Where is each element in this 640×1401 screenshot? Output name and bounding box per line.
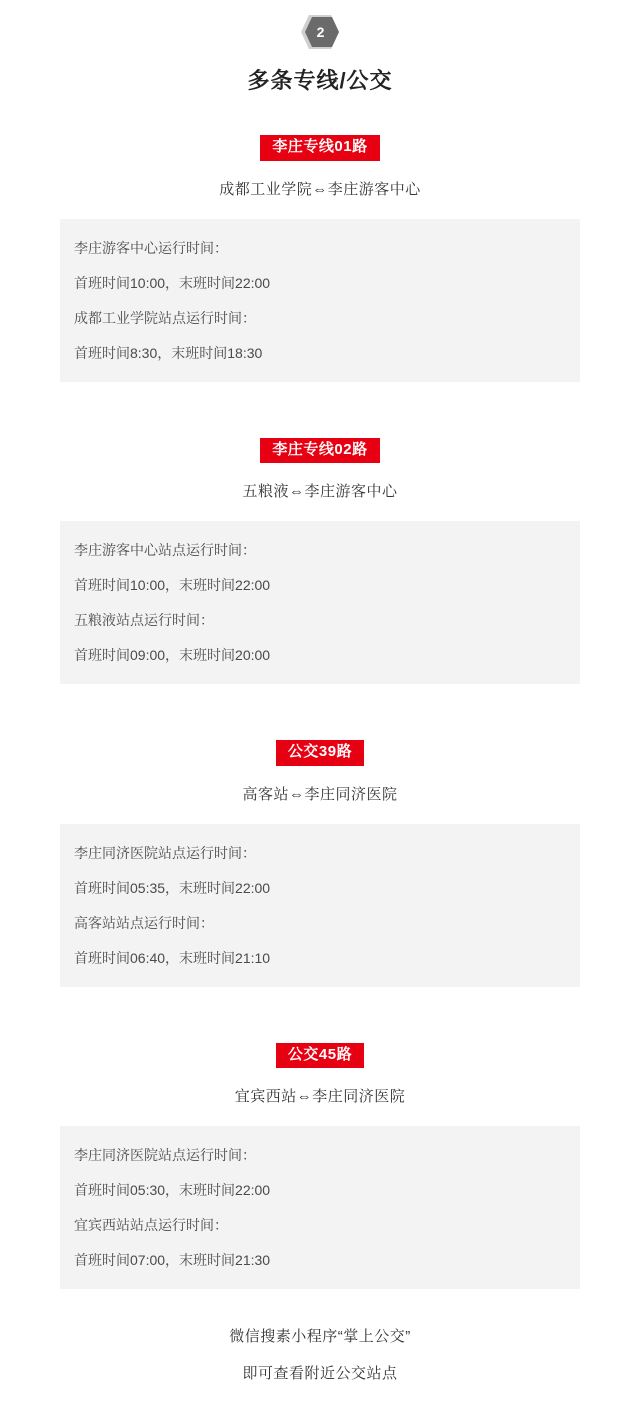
route-tag-1: 李庄专线01路 xyxy=(260,135,379,161)
route-info-line: 首班时间10:00，末班时间22:00 xyxy=(74,274,271,291)
route-tag-wrap-2 xyxy=(0,438,640,464)
route-endpoints-3: 高客站⇔李庄同济医院 xyxy=(242,785,398,803)
route-info-line: 首班时间09:00，末班时间20:00 xyxy=(74,647,271,663)
route-info-box-1 xyxy=(60,219,580,382)
route-info-line: 宜宾西站站点运行时间： xyxy=(74,1217,228,1233)
route-info-line: 李庄同济医院站点运行时间： xyxy=(74,1147,256,1163)
route-tag-4: 公交45路 xyxy=(276,1043,364,1069)
route-info-line: 高客站站点运行时间： xyxy=(74,914,214,931)
route-tag-wrap-4 xyxy=(0,1043,640,1069)
footer-line-1: 微信搜素小程序“掌上公交” xyxy=(229,1328,411,1345)
hexagon-badge-icon xyxy=(300,14,340,50)
route-info-line: 首班时间07:00，末班时间21:30 xyxy=(74,1252,271,1268)
route-info-box-3 xyxy=(60,824,580,987)
route-info-line: 成都工业学院站点运行时间： xyxy=(74,309,256,326)
route-section-1 xyxy=(0,135,640,382)
route-section-2 xyxy=(0,438,640,685)
route-info-line: 五粮液站点运行时间： xyxy=(74,612,214,628)
route-endpoints-1: 成都工业学院⇔李庄游客中心 xyxy=(219,180,421,198)
route-endpoints-4: 宜宾西站⇔李庄同济医院 xyxy=(234,1088,406,1105)
route-info-line: 首班时间8:30，末班时间18:30 xyxy=(74,344,263,361)
section-divider xyxy=(0,694,640,740)
route-tag-3: 公交39路 xyxy=(276,740,364,766)
route-section-4 xyxy=(0,1043,640,1290)
route-tag-2: 李庄专线02路 xyxy=(260,438,379,464)
page-title: 多条专线/公交 xyxy=(247,68,393,93)
section-divider xyxy=(0,997,640,1043)
route-section-3 xyxy=(0,740,640,987)
route-info-line: 李庄游客中心站点运行时间： xyxy=(74,542,256,558)
section-divider xyxy=(0,392,640,438)
route-info-line: 首班时间05:35，末班时间22:00 xyxy=(74,879,271,896)
route-endpoints-2: 五粮液⇔李庄游客中心 xyxy=(242,483,398,500)
route-tag-wrap-3 xyxy=(0,740,640,766)
route-info-box-4 xyxy=(60,1126,580,1289)
route-info-line: 首班时间10:00，末班时间22:00 xyxy=(74,577,271,593)
route-info-box-2 xyxy=(60,521,580,684)
route-tag-wrap-1 xyxy=(0,135,640,161)
section-badge xyxy=(0,14,640,50)
route-info-line: 首班时间06:40，末班时间21:10 xyxy=(74,949,271,966)
footer xyxy=(0,1325,640,1401)
route-info-line: 首班时间05:30，末班时间22:00 xyxy=(74,1182,271,1198)
footer-line-2: 即可查看附近公交站点 xyxy=(242,1365,398,1382)
route-info-line: 李庄同济医院站点运行时间： xyxy=(74,844,256,861)
footer-spacer xyxy=(0,1299,640,1325)
route-info-line: 李庄游客中心运行时间： xyxy=(74,239,228,256)
badge-number: 2 xyxy=(316,24,325,40)
